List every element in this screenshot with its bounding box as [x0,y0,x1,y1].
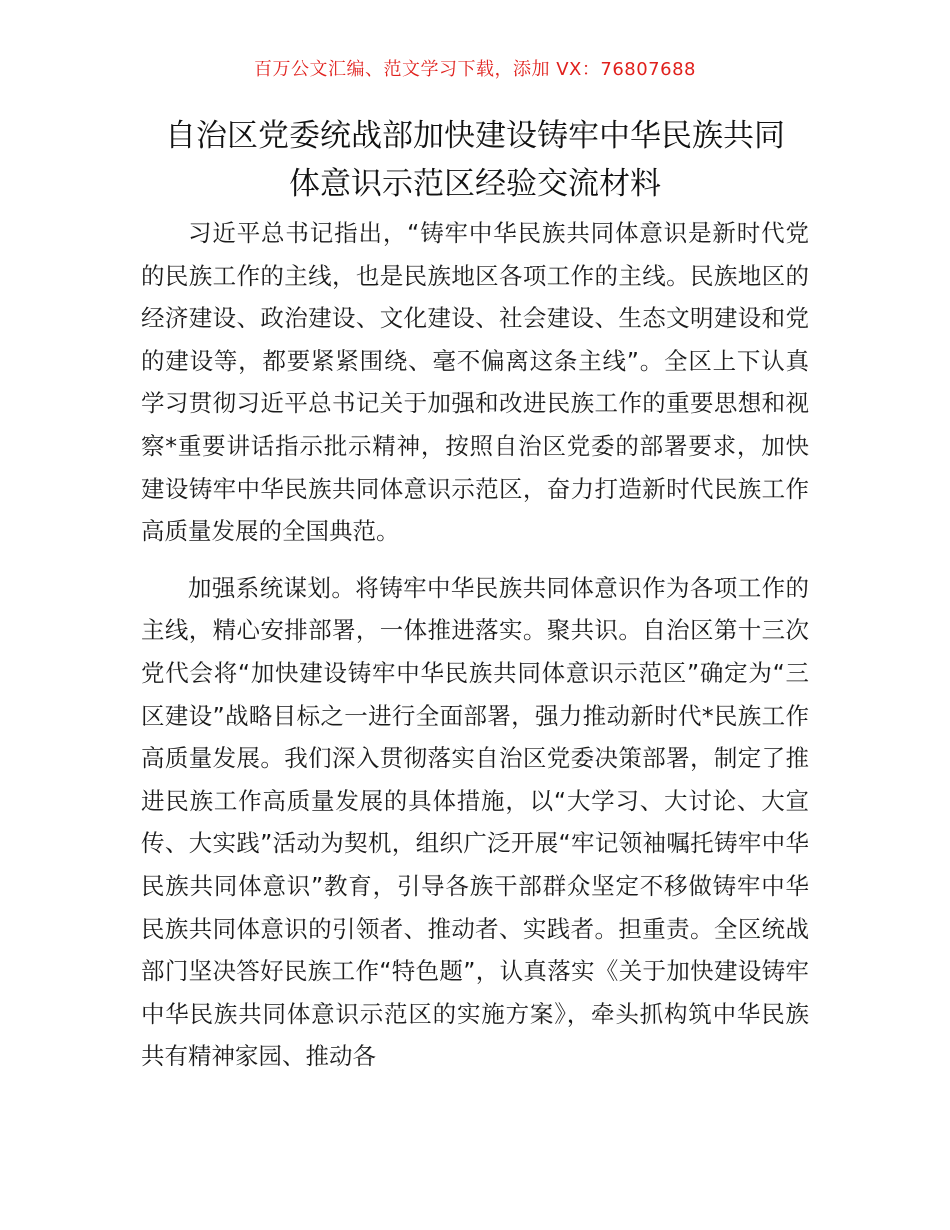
body-paragraph-1: 习近平总书记指出，“铸牢中华民族共同体意识是新时代党的民族工作的主线，也是民族地区各项工作的主线。民族地区的经济建设、政治建设、文化建设、社会建设、生态文明建设和党的建设等，都要紧紧围绕、毫不偏离这条主线”。全区上下认真学习贯彻习近平总书记关于加强和改进民族工作的重要思想和视察*重要讲话指示批示精神，按照自治区党委的部署要求，加快建设铸牢中华民族共同体意识示范区，奋力打造新时代民族工作高质量发展的全国典范。 [141,219,809,546]
body-paragraph-2: 加强系统谋划。将铸牢中华民族共同体意识作为各项工作的主线，精心安排部署，一体推进落实。聚共识。自治区第十三次党代会将“加快建设铸牢中华民族共同体意识示范区”确定为“三区建设”战略目标之一进行全面部署，强力推动新时代*民族工作高质量发展。我们深入贯彻落实自治区党委决策部署，制定了推进民族工作高质量发展的具体措施，以“大学习、大讨论、大宣传、大实践”活动为契机，组织广泛开展“牢记领袖嘱托铸牢中华民族共同体意识”教育，引导各族干部群众坚定不移做铸牢中华民族共同体意识的引领者、推动者、实践者。担重责。全区统战部门坚决答好民族工作“特色题”，认真落实《关于加快建设铸牢中华民族共同体意识示范区的实施方案》，牵头抓构筑中华民族共有精神家园、推动各 [141,573,809,1071]
document-title-line-1: 自治区党委统战部加快建设铸牢中华民族共同 [165,118,785,154]
document-body [141,212,809,1078]
document-title [120,112,830,208]
header-note: 百万公文汇编、范文学习下载，添加 VX：76807688 [254,59,696,80]
document-title-line-2: 体意识示范区经验交流材料 [289,166,661,202]
